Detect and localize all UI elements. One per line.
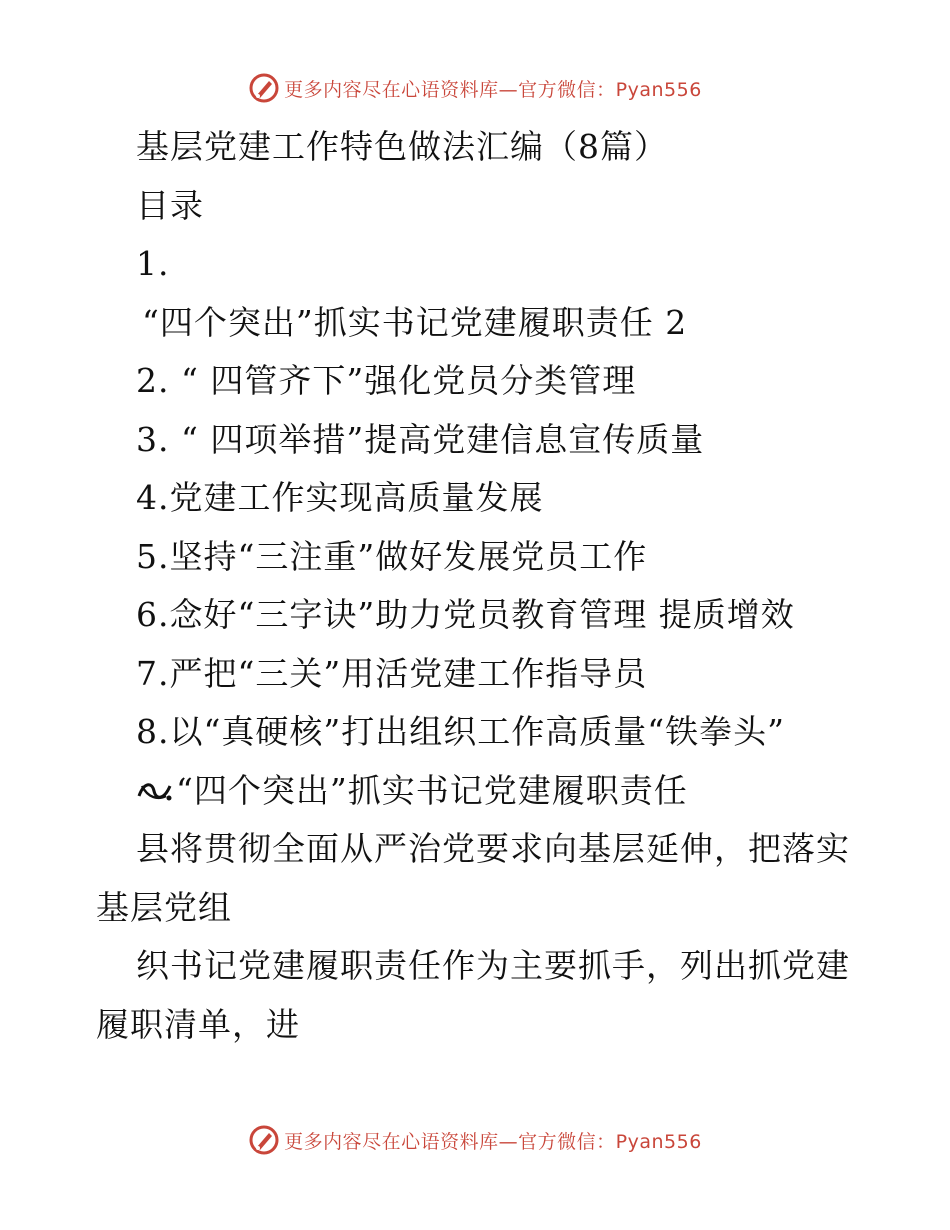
pen-logo-icon — [248, 1124, 280, 1156]
toc-item[interactable]: 5.坚持“三注重”做好发展党员工作 — [136, 536, 648, 576]
toc-item[interactable]: 8.以“真硬核”打出组织工作高质量“铁拳头” — [136, 712, 785, 751]
toc-heading: 目录 — [136, 185, 204, 225]
watermark-footer — [0, 1124, 950, 1156]
toc-item[interactable]: 4.党建工作实现高质量发展 — [136, 478, 544, 517]
section-title: “四个突出”抓实书记党建履职责任 — [176, 770, 688, 810]
paragraph — [96, 820, 856, 937]
document-title: 基层党建工作特色做法汇编（8篇） — [136, 127, 668, 166]
ornament-icon — [136, 778, 174, 804]
paragraph — [96, 937, 856, 1054]
watermark-header — [0, 72, 950, 104]
toc-item[interactable]: 6.念好“三字诀”助力党员教育管理 提质增效 — [136, 595, 795, 634]
toc-item[interactable]: 2. “ 四管齐下”强化党员分类管理 — [136, 361, 637, 400]
section-heading — [96, 762, 866, 821]
toc-item[interactable]: “四个突出”抓实书记党建履职责任 2 — [142, 302, 688, 342]
watermark-text: 更多内容尽在心语资料库—官方微信：Pyan556 — [284, 1130, 702, 1153]
paragraph-text: 县将贯彻全面从严治党要求向基层延伸，把落实基层党组 — [96, 829, 850, 927]
paragraph-text: 织书记党建履职责任作为主要抓手，列出抓党建履职清单，进 — [96, 946, 850, 1044]
toc-item[interactable]: 3. “ 四项举措”提高党建信息宣传质量 — [136, 419, 705, 459]
watermark-text: 更多内容尽在心语资料库—官方微信：Pyan556 — [284, 78, 702, 101]
toc-item-number: 1. — [136, 244, 170, 283]
toc-item[interactable]: 7.严把“三关”用活党建工作指导员 — [136, 653, 648, 693]
document-body — [96, 118, 866, 1054]
pen-logo-icon — [248, 72, 280, 104]
